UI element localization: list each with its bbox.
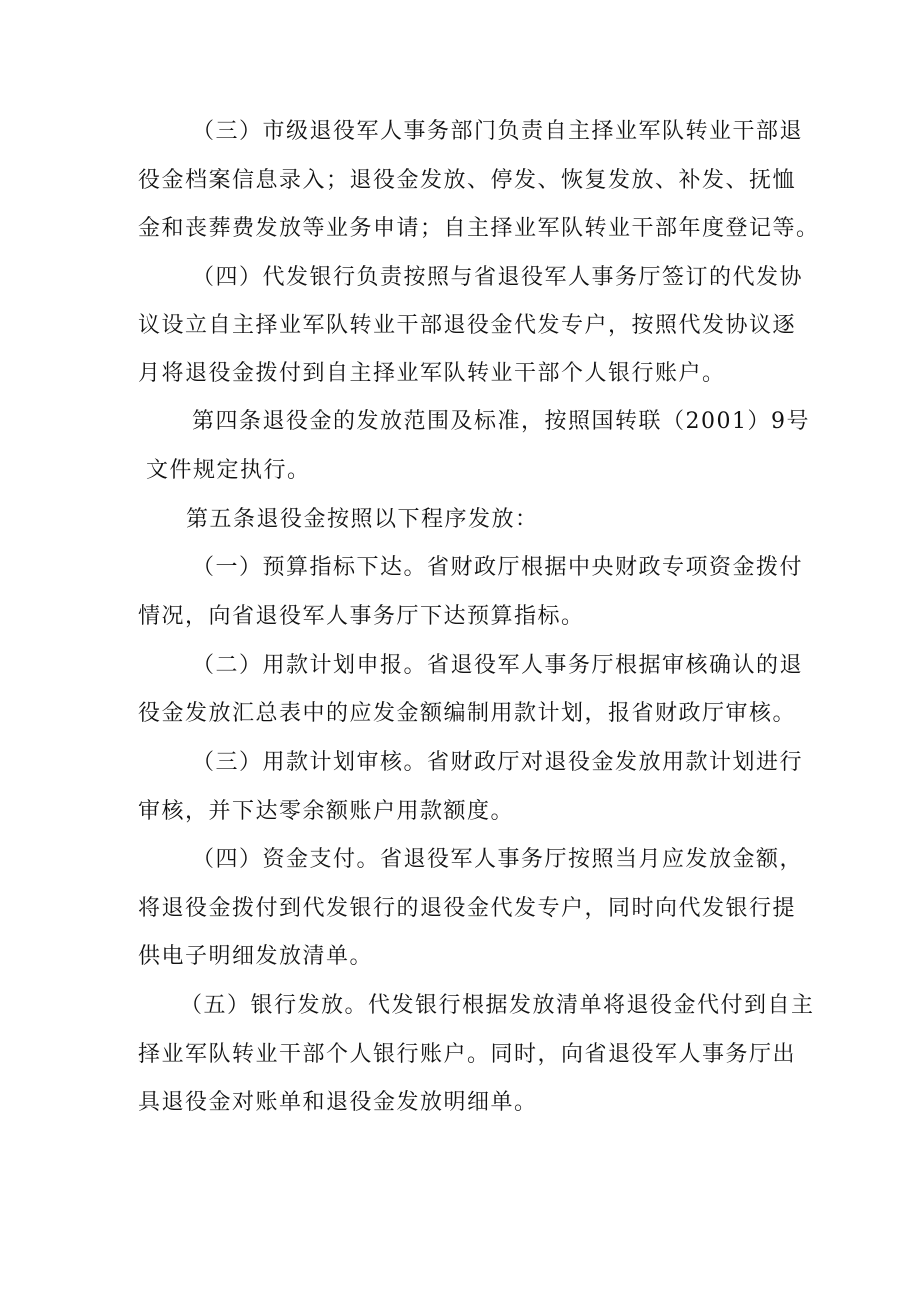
step3-line2: 审核，并下达零余额账户用款额度。 <box>138 799 515 824</box>
para1-line1: （三）市级退役军人事务部门负责自主择业军队转业干部退 <box>192 119 804 144</box>
step2-line1: （二）用款计划申报。省退役军人事务厅根据审核确认的退 <box>192 653 804 678</box>
step4-line2: 将退役金拨付到代发银行的退役金代发专户，同时向代发银行提 <box>138 896 797 921</box>
step4-line1: （四）资金支付。省退役军人事务厅按照当月应发放金额， <box>192 847 804 872</box>
step1-line1: （一）预算指标下达。省财政厅根据中央财政专项资金拨付 <box>192 555 804 580</box>
article5-line1: 第五条退役金按照以下程序发放： <box>186 507 539 532</box>
para2-line3: 月将退役金拨付到自主择业军队转业干部个人银行账户。 <box>138 361 726 386</box>
para1-line3: 金和丧葬费发放等业务申请；自主择业军队转业干部年度登记等。 <box>138 216 820 241</box>
step1-line2: 情况，向省退役军人事务厅下达预算指标。 <box>138 604 585 629</box>
step5-line3: 具退役金对账单和退役金发放明细单。 <box>138 1090 538 1115</box>
step5-line2: 择业军队转业干部个人银行账户。同时，向省退役军人事务厅出 <box>138 1042 797 1067</box>
step3-line1: （三）用款计划审核。省财政厅对退役金发放用款计划进行 <box>192 750 804 775</box>
para2-line1: （四）代发银行负责按照与省退役军人事务厅签订的代发协 <box>192 265 804 290</box>
step4-line3: 供电子明细发放清单。 <box>138 944 374 969</box>
step5-line1: （五）银行发放。代发银行根据发放清单将退役金代付到自主 <box>180 993 815 1018</box>
article4-line2: 文件规定执行。 <box>146 458 311 483</box>
article4-line1: 第四条退役金的发放范围及标准，按照国转联（2001）9号 <box>192 409 810 434</box>
para1-line2: 役金档案信息录入；退役金发放、停发、恢复发放、补发、抚恤 <box>138 168 797 193</box>
para2-line2: 议设立自主择业军队转业干部退役金代发专户，按照代发协议逐 <box>138 313 797 338</box>
step2-line2: 役金发放汇总表中的应发金额编制用款计划，报省财政厅审核。 <box>138 701 797 726</box>
